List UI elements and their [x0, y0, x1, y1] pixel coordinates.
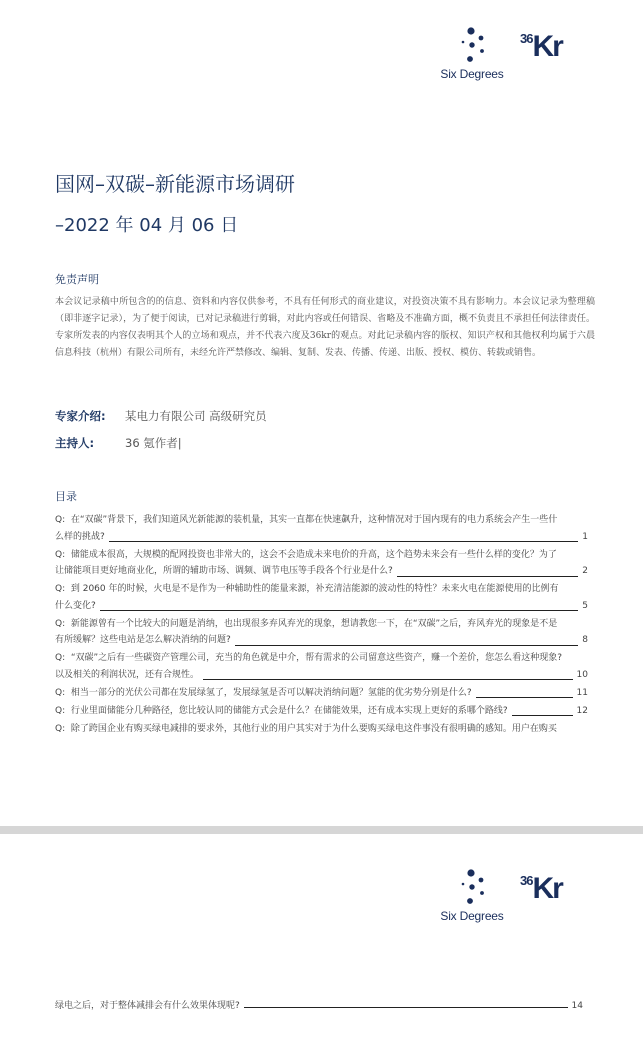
- toc-page-number: 2: [582, 566, 588, 576]
- toc-page-number: 8: [582, 635, 588, 645]
- toc-item-8[interactable]: Q: 除了跨国企业有购买绿电减排的要求外，其他行业的用户其实对于为什么要购买绿电这件事没有很明确的感知。用户在购买: [55, 723, 557, 734]
- expert-label: 专家介绍:: [55, 409, 106, 423]
- toc-item-text: 在“双碳”背景下，我们知道风光新能源的装机量，其实一直都在快速飙升，这种情况对于国内现有的电力系统会产生一些什: [70, 515, 558, 525]
- 36kr-logo: $^{36}$Kr: [520, 872, 562, 905]
- toc-page-number: 12: [576, 705, 588, 716]
- toc-item-5[interactable]: Q: “双碳”之后有一些碳资产管理公司，充当的角色就是中介，帮有需求的公司留意这些资产，赚一个差价，您怎么看这种现象? 以及相关的利润状况，还有合规性。 10: [55, 650, 588, 683]
- 36kr-logo: $^{36}$Kr: [520, 30, 562, 63]
- host-intro: [55, 435, 182, 451]
- toc-page-number: 10: [576, 669, 588, 680]
- toc-item-text: 储能成本很高，大规模的配网投资也非常大的，这会不会造成未来电价的升高，这个趋势未来会有一些什么样的变化？为了: [70, 549, 557, 560]
- host-value: 36 氪作者|: [125, 436, 182, 450]
- six-degrees-wordmark: Six Degrees: [440, 67, 504, 81]
- toc-page-number: 11: [576, 687, 588, 698]
- toc-item-text-2: 让储能项目更好地商业化，所谓的辅助市场、调频、调节电压等手段各个行业是什么?: [55, 566, 393, 576]
- header-logos-page-2: [436, 868, 562, 923]
- toc-heading: 目录: [55, 490, 77, 503]
- toc-item-8-continuation[interactable]: [55, 998, 583, 1011]
- toc-item-text-2: 什么变化?: [55, 600, 96, 611]
- host-label: 主持人:: [55, 436, 95, 450]
- toc-item-text: 到 2060 年的时候，火电是不是作为一种辅助性的能量来源，补充清洁能源的波动性的特性？未来火电在能源使用的比例有: [70, 584, 559, 594]
- toc-item-text-2: 有所缓解？这些电站是怎么解决消纳的问题?: [55, 635, 231, 645]
- toc-item-text: “双碳”之后有一些碳资产管理公司，充当的角色就是中介，帮有需求的公司留意这些资产，赚一个差价，您怎么看这种现象?: [70, 653, 562, 663]
- disclaimer-text: 本会议记录稿中所包含的的信息、资料和内容仅供参考，不具有任何形式的商业建议，对投资决策不具有影响力。本会议记录为整理稿（即非逐字记录），为了便于阅读，已对记录稿进行剪辑，对此内容或任何错误、省略及不准确方面，概不负责且不承担任何法律责任。专家所发表的内容仅表明其个人的立场和观点，并不代表六度及36kr的观点。对此记录稿内容的版权、知识产权和其他权利均属于六晨信息科技（杭州）有限公司所有，未经允许严禁修改、编辑、复制、发表、传播、传递、出版、授权、模仿、转载或销售。: [55, 297, 595, 358]
- expert-intro: [55, 408, 267, 424]
- disclaimer-heading: 免责声明: [55, 273, 99, 286]
- toc-item-text: 相当一部分的光伏公司都在发展绿氢了，发展绿氢是否可以解决消纳问题？氢能的优劣势分别是什么?: [70, 687, 472, 698]
- toc-item-text-2: 么样的挑战?: [55, 531, 105, 542]
- six-degrees-logo: [436, 26, 508, 81]
- document-page-2: [0, 834, 643, 1043]
- six-degrees-dots-icon: [454, 868, 490, 908]
- header-logos: [436, 26, 562, 81]
- toc-item-1[interactable]: Q: 在“双碳”背景下，我们知道风光新能源的装机量，其实一直都在快速飙升，这种情况对于国内现有的电力系统会产生一些什 么样的挑战? 1: [55, 512, 588, 545]
- toc-item-3[interactable]: Q: 到 2060 年的时候，火电是不是作为一种辅助性的能量来源，补充清洁能源的波动性的特性？未来火电在能源使用的比例有 什么变化? 5: [55, 581, 588, 614]
- document-date: –2022 年 04 月 06 日: [55, 215, 239, 236]
- toc-item-text: 新能源曾有一个比较大的问题是消纳，也出现很多弃风弃光的现象，想请教您一下，在“双碳”之后，弃风弃光的现象是不是: [70, 618, 558, 629]
- toc-page-number: 5: [582, 600, 588, 611]
- toc-page-number: 1: [582, 531, 588, 542]
- toc-page-number: 14: [571, 1001, 583, 1011]
- toc-item-4[interactable]: Q: 新能源曾有一个比较大的问题是消纳，也出现很多弃风弃光的现象，想请教您一下，在“双碳”之后，弃风弃光的现象是不是 有所缓解？这些电站是怎么解决消纳的问题? 8: [55, 616, 588, 649]
- toc-item-text-2: 绿电之后，对于整体减排会有什么效果体现呢?: [55, 1001, 240, 1011]
- six-degrees-logo: [436, 868, 508, 923]
- toc-item-text-2: 以及相关的利润状况，还有合规性。: [55, 669, 200, 680]
- table-of-contents: [55, 512, 588, 739]
- document-title: 国网–双碳–新能源市场调研: [55, 172, 295, 196]
- six-degrees-dots-icon: [454, 26, 490, 66]
- toc-item-text: 行业里面储能分几种路径，您比较认同的储能方式会是什么？在储能效果，还有成本实现上更好的系哪个路线?: [70, 705, 508, 716]
- toc-item-7[interactable]: Q: 行业里面储能分几种路径，您比较认同的储能方式会是什么？在储能效果，还有成本实现上更好的系哪个路线? 12: [55, 703, 588, 720]
- toc-item-2[interactable]: Q: 储能成本很高，大规模的配网投资也非常大的，这会不会造成未来电价的升高，这个趋势未来会有一些什么样的变化？为了 让储能项目更好地商业化，所谓的辅助市场、调频、调节电压等手段各个行业是什么? 2: [55, 547, 588, 580]
- toc-item-text: 除了跨国企业有购买绿电减排的要求外，其他行业的用户其实对于为什么要购买绿电这件事没有很明确的感知。用户在购买: [70, 723, 557, 734]
- expert-value: 某电力有限公司 高级研究员: [125, 409, 267, 423]
- six-degrees-wordmark: Six Degrees: [440, 909, 504, 923]
- page-separator: [0, 826, 643, 834]
- toc-item-6[interactable]: Q: 相当一部分的光伏公司都在发展绿氢了，发展绿氢是否可以解决消纳问题？氢能的优劣势分别是什么? 11: [55, 685, 588, 702]
